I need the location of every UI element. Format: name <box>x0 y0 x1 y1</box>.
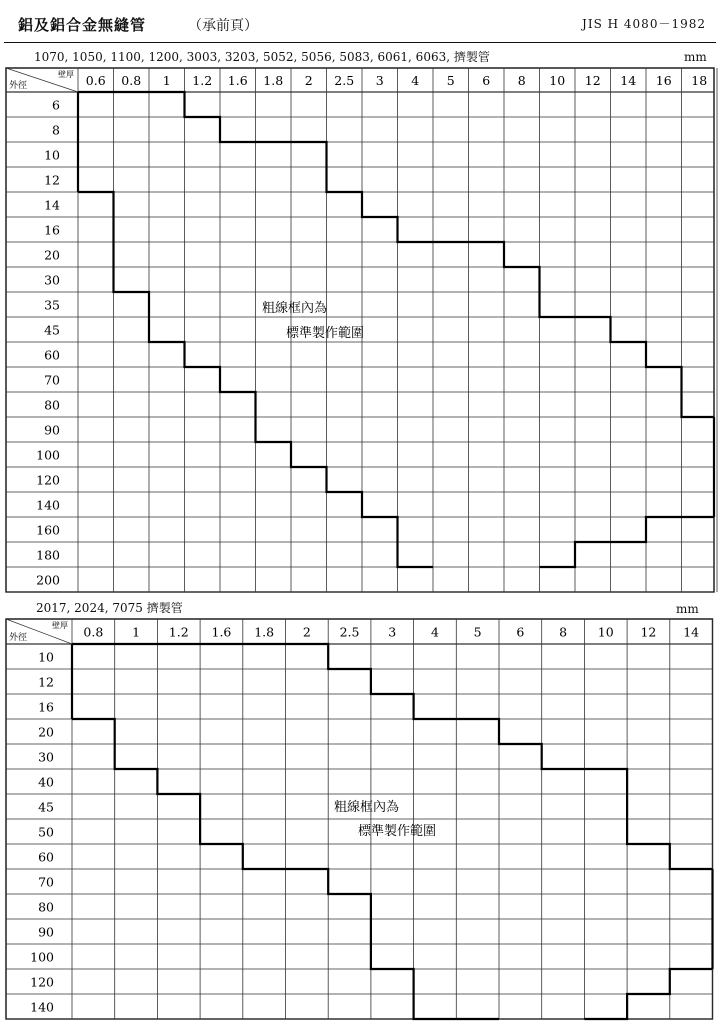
diameter-label: 10 <box>38 649 54 665</box>
table-1-corner-thickness: 壁厚 <box>58 70 74 79</box>
diameter-label: 140 <box>30 999 54 1015</box>
thickness-label: 8 <box>559 624 568 640</box>
thickness-label: 0.8 <box>83 624 104 640</box>
page-title: 鋁及鋁合金無縫管 <box>18 16 147 34</box>
diameter-label: 60 <box>38 849 54 865</box>
thickness-label: 0.6 <box>85 73 106 88</box>
thickness-label: 10 <box>549 73 566 88</box>
diameter-label: 60 <box>44 347 60 363</box>
thickness-label: 1.8 <box>254 624 275 640</box>
diameter-label: 120 <box>30 974 54 990</box>
diameter-label: 90 <box>38 924 54 940</box>
diameter-label: 16 <box>44 222 60 238</box>
thickness-label: 1 <box>162 73 171 88</box>
diameter-label: 70 <box>38 874 54 890</box>
diameter-label: 80 <box>38 899 54 915</box>
diameter-label: 140 <box>36 497 60 513</box>
diameter-label: 100 <box>36 447 60 463</box>
thickness-label: 2 <box>304 73 313 88</box>
table-2-note-line2: 標準製作範圍 <box>358 824 437 839</box>
diameter-label: 50 <box>38 824 54 840</box>
diameter-label: 12 <box>44 172 60 188</box>
thickness-label: 3 <box>375 73 384 88</box>
diameter-label: 35 <box>44 297 60 313</box>
thickness-label: 2 <box>302 624 311 640</box>
thickness-label: 5 <box>473 624 482 640</box>
diameter-label: 20 <box>38 724 54 740</box>
thickness-label: 3 <box>388 624 397 640</box>
diameter-label: 30 <box>38 749 54 765</box>
diameter-label: 180 <box>36 547 60 563</box>
thickness-label: 18 <box>691 73 708 88</box>
diameter-label: 200 <box>36 572 60 588</box>
diameter-label: 14 <box>44 197 60 213</box>
table-1-corner-diameter: 外徑 <box>9 81 28 91</box>
diameter-label: 80 <box>44 397 60 413</box>
thickness-label: 4 <box>411 73 420 88</box>
diameter-label: 45 <box>44 322 60 338</box>
thickness-label: 14 <box>683 624 700 640</box>
thickness-label: 0.8 <box>121 73 142 88</box>
thickness-label: 12 <box>584 73 601 88</box>
thickness-label: 10 <box>597 624 614 640</box>
thickness-label: 16 <box>655 73 672 88</box>
table-1-range-top-boundary <box>78 92 714 417</box>
thickness-label: 1.8 <box>263 73 284 88</box>
diameter-label: 40 <box>38 774 54 790</box>
diameter-label: 16 <box>38 699 54 715</box>
diameter-label: 8 <box>52 122 60 138</box>
thickness-label: 2.5 <box>334 73 355 88</box>
thickness-label: 8 <box>517 73 526 88</box>
table-2-note-line1: 粗線框內為 <box>334 800 400 815</box>
table-2-alloys-caption: 2017, 2024, 7075 擠製管 <box>36 601 183 615</box>
thickness-label: 6 <box>516 624 525 640</box>
thickness-label: 1 <box>132 624 141 640</box>
thickness-label: 1.6 <box>227 73 248 88</box>
thickness-label: 1.2 <box>192 73 213 88</box>
thickness-label: 1.2 <box>168 624 189 640</box>
thickness-label: 14 <box>620 73 637 88</box>
diameter-label: 12 <box>38 674 54 690</box>
diameter-label: 100 <box>30 949 54 965</box>
table-1-note-line2: 標準製作範圍 <box>286 326 365 341</box>
diameter-label: 45 <box>38 799 54 815</box>
thickness-label: 2.5 <box>339 624 360 640</box>
diameter-label: 30 <box>44 272 60 288</box>
diameter-label: 10 <box>44 147 60 163</box>
table-1-alloys-caption: 1070, 1050, 1100, 1200, 3003, 3203, 5052, 5056, 5083, 6061, 6063, 擠製管 <box>34 50 490 64</box>
diameter-label: 6 <box>52 97 60 113</box>
thickness-label: 5 <box>446 73 455 88</box>
table-2-unit: mm <box>676 602 699 616</box>
page-subtitle: （承前頁） <box>188 18 258 34</box>
thickness-label: 4 <box>430 624 439 640</box>
table-1-note-line1: 粗線框內為 <box>262 301 328 316</box>
thickness-label: 12 <box>640 624 657 640</box>
table-2-corner-thickness: 壁厚 <box>52 621 68 630</box>
diameter-label: 20 <box>44 247 60 263</box>
diameter-label: 160 <box>36 522 60 538</box>
diameter-label: 120 <box>36 472 60 488</box>
thickness-label: 1.6 <box>211 624 232 640</box>
diameter-label: 90 <box>44 422 60 438</box>
table-2-corner-diameter: 外徑 <box>9 633 28 643</box>
table-1-unit: mm <box>684 50 707 64</box>
diameter-label: 70 <box>44 372 60 388</box>
thickness-label: 6 <box>482 73 491 88</box>
standard-code: JIS H 4080－1982 <box>582 17 706 31</box>
